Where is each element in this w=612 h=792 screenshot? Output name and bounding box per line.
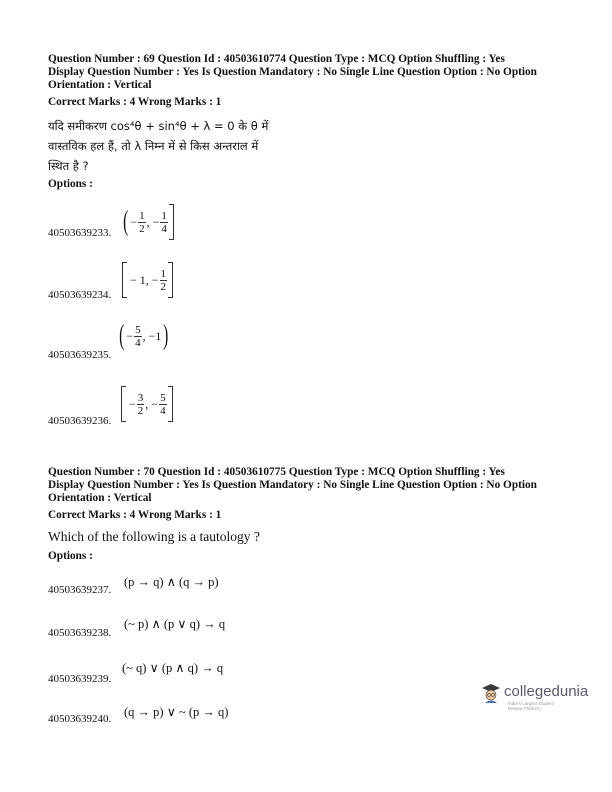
collegedunia-logo xyxy=(480,680,589,712)
logo-tagline: India's Largest Student Review Platform xyxy=(508,701,554,711)
q69-question-line-3: स्थित है ? xyxy=(48,159,89,173)
q70-meta-line-2: Display Question Number : Yes Is Question Mandatory : No Single Line Question Option : No Option xyxy=(48,479,537,491)
q69-meta-line-1: Question Number : 69 Question Id : 40503610774 Question Type : MCQ Option Shuffling : Yes xyxy=(48,53,505,65)
option-text: , −1 xyxy=(142,328,162,343)
q69-option-2-math[interactable] xyxy=(122,262,173,298)
logo-name: collegedunia xyxy=(504,683,589,700)
q70-option-1-id: 40503639237. xyxy=(48,584,112,596)
q69-option-2-id: 40503639234. xyxy=(48,289,112,301)
q70-option-2-expr[interactable]: (~ p) ∧ (p ∨ q) → q xyxy=(124,617,226,631)
fraction: $\frac{1}{2}$ xyxy=(160,267,167,293)
option-text: , − xyxy=(145,396,159,411)
q69-option-4-id: 40503639236. xyxy=(48,415,112,427)
fraction: $\frac{5}{4}$ xyxy=(135,323,141,349)
q69-option-1-math[interactable]: ( − $\frac{1}{2}$ , − $\frac{1}{4}$ xyxy=(121,204,174,240)
q70-option-4-expr[interactable]: (q → p) ∨ ~ (p → q) xyxy=(124,705,229,719)
option-text: − xyxy=(126,328,134,343)
fraction: $\frac{1}{4}$ xyxy=(161,209,167,235)
fraction: $\frac{1}{2}$ xyxy=(139,209,145,235)
fraction: $\frac{5}{4}$ xyxy=(160,391,166,417)
graduate-avatar-icon xyxy=(480,682,502,704)
q70-option-3-id: 40503639239. xyxy=(48,673,112,685)
q69-option-3-math[interactable]: ( − $\frac{5}{4}$ , −1 ) xyxy=(119,320,169,351)
option-text: − xyxy=(130,214,138,229)
q69-meta-line-2: Display Question Number : Yes Is Question Mandatory : No Single Line Question Option : No Option xyxy=(48,66,537,78)
q69-question-line-2: वास्तविक हल हैं, तो λ निम्न में से किस अन्तराल में xyxy=(48,139,259,153)
q70-question-text: Which of the following is a tautology ? xyxy=(48,529,260,544)
q70-options-label: Options : xyxy=(48,550,93,562)
q69-option-4-math[interactable] xyxy=(121,386,173,422)
q70-meta-line-1: Question Number : 70 Question Id : 40503610775 Question Type : MCQ Option Shuffling : Yes xyxy=(48,466,505,478)
q70-option-3-expr[interactable]: (~ q) ∨ (p ∧ q) → q xyxy=(122,661,224,675)
q69-marks: Correct Marks : 4 Wrong Marks : 1 xyxy=(48,96,222,108)
q69-question-line-1: यदि समीकरण cos⁴θ + sin⁴θ + λ = 0 के θ में xyxy=(48,119,269,133)
q69-meta-line-3: Orientation : Vertical xyxy=(48,79,152,91)
fraction: $\frac{3}{2}$ xyxy=(137,391,144,417)
q70-option-4-id: 40503639240. xyxy=(48,713,112,725)
q70-option-1-expr[interactable]: (p → q) ∧ (q → p) xyxy=(124,575,219,589)
q70-marks: Correct Marks : 4 Wrong Marks : 1 xyxy=(48,509,222,521)
q69-option-1-id: 40503639233. xyxy=(48,227,112,239)
q70-meta-line-3: Orientation : Vertical xyxy=(48,492,152,504)
q70-option-2-id: 40503639238. xyxy=(48,627,112,639)
q69-option-3-id: 40503639235. xyxy=(48,349,112,361)
option-text: , − xyxy=(146,214,160,229)
q69-options-label: Options : xyxy=(48,178,93,190)
option-text: − xyxy=(129,396,136,411)
option-text: − 1, − xyxy=(130,272,159,287)
